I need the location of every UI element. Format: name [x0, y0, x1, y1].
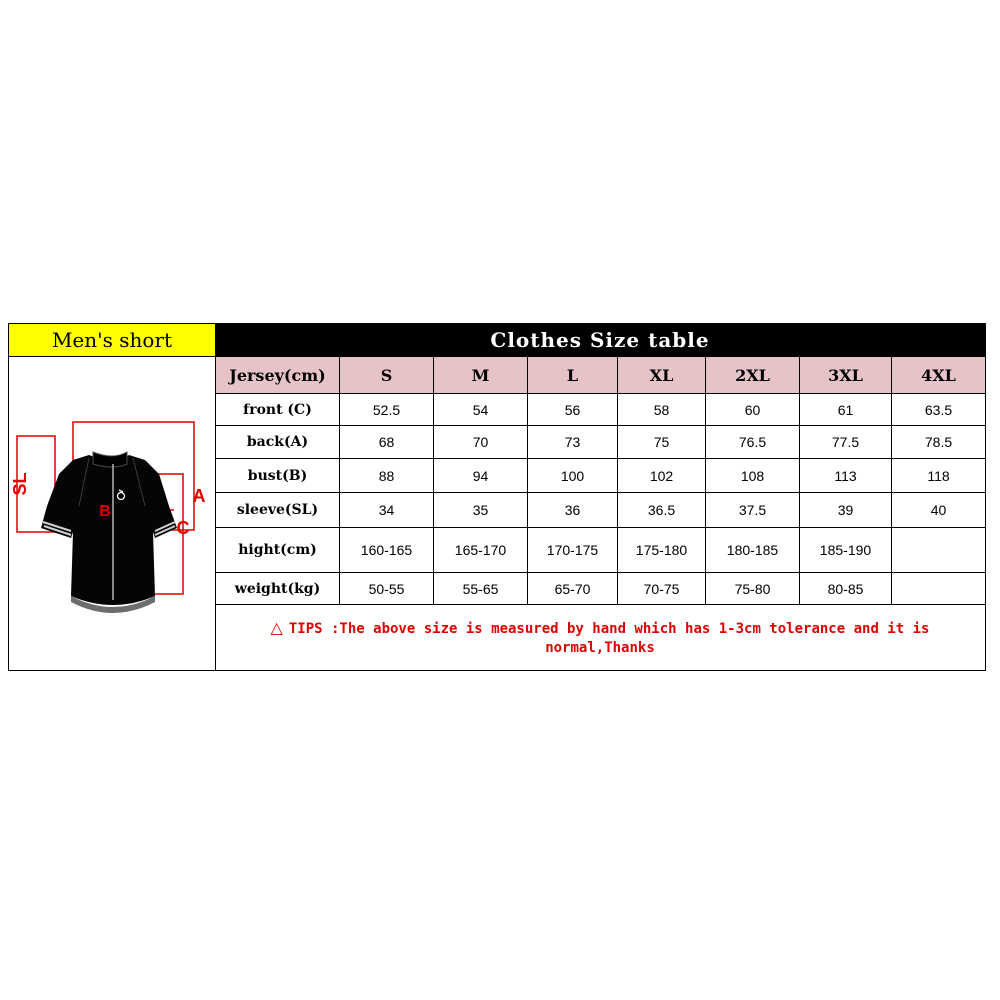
- table-cell: 36: [528, 493, 618, 528]
- size-table-panel: [215, 324, 985, 670]
- table-cell: 88: [340, 459, 434, 493]
- table-cell: 160-165: [340, 528, 434, 573]
- table-cell: 52.5: [340, 394, 434, 426]
- table-cell: 63.5: [892, 394, 986, 426]
- table-cell: [892, 573, 986, 605]
- table-cell: 65-70: [528, 573, 618, 605]
- tips-text: TIPS :The above size is measured by hand which has 1-3cm tolerance and it is normal,Thanks: [288, 620, 930, 656]
- table-row: [216, 573, 986, 605]
- table-cell: 165-170: [434, 528, 528, 573]
- table-cell: 100: [528, 459, 618, 493]
- header-cell: 4XL: [892, 357, 986, 394]
- table-cell: 54: [434, 394, 528, 426]
- table-cell: 73: [528, 426, 618, 459]
- row-label: hight(cm): [216, 528, 340, 573]
- table-cell: 40: [892, 493, 986, 528]
- table-row: [216, 493, 986, 528]
- row-label: sleeve(SL): [216, 493, 340, 528]
- c-label: C: [176, 518, 190, 538]
- header-cell: S: [340, 357, 434, 394]
- table-cell: 70: [434, 426, 528, 459]
- table-cell: 37.5: [706, 493, 800, 528]
- jersey-diagram: [9, 356, 215, 670]
- jersey-collar: [93, 452, 127, 467]
- table-row: [216, 528, 986, 573]
- table-cell: 56: [528, 394, 618, 426]
- header-cell: 3XL: [800, 357, 892, 394]
- size-chart: [8, 323, 986, 671]
- size-table: [215, 356, 986, 605]
- table-cell: 50-55: [340, 573, 434, 605]
- row-label: weight(kg): [216, 573, 340, 605]
- row-label: bust(B): [216, 459, 340, 493]
- table-cell: [892, 528, 986, 573]
- row-label: front (C): [216, 394, 340, 426]
- table-row: [216, 426, 986, 459]
- table-cell: 34: [340, 493, 434, 528]
- table-row: [216, 459, 986, 493]
- table-title: Clothes Size table: [215, 324, 985, 356]
- table-cell: 76.5: [706, 426, 800, 459]
- jersey-illustration: [9, 356, 215, 670]
- table-cell: 55-65: [434, 573, 528, 605]
- table-cell: 39: [800, 493, 892, 528]
- table-cell: 68: [340, 426, 434, 459]
- warning-triangle-icon: △: [270, 617, 283, 637]
- header-cell: 2XL: [706, 357, 800, 394]
- table-cell: 80-85: [800, 573, 892, 605]
- table-cell: 61: [800, 394, 892, 426]
- table-cell: 60: [706, 394, 800, 426]
- b-label: B: [99, 503, 111, 520]
- header-cell: XL: [618, 357, 706, 394]
- table-header-row: [216, 357, 986, 394]
- header-cell: M: [434, 357, 528, 394]
- table-cell: 94: [434, 459, 528, 493]
- table-cell: 70-75: [618, 573, 706, 605]
- row-label: back(A): [216, 426, 340, 459]
- header-cell: Jersey(cm): [216, 357, 340, 394]
- table-cell: 102: [618, 459, 706, 493]
- table-cell: 75: [618, 426, 706, 459]
- jersey-panel: [9, 324, 216, 670]
- table-cell: 175-180: [618, 528, 706, 573]
- table-cell: 78.5: [892, 426, 986, 459]
- table-cell: 75-80: [706, 573, 800, 605]
- header-cell: L: [528, 357, 618, 394]
- tips-note: [215, 605, 985, 670]
- table-cell: 35: [434, 493, 528, 528]
- category-title: Men's short: [9, 324, 215, 357]
- table-cell: 108: [706, 459, 800, 493]
- table-cell: 170-175: [528, 528, 618, 573]
- table-cell: 77.5: [800, 426, 892, 459]
- table-cell: 58: [618, 394, 706, 426]
- table-cell: 36.5: [618, 493, 706, 528]
- sl-label: SL: [10, 472, 30, 496]
- a-label: A: [192, 486, 206, 506]
- table-cell: 113: [800, 459, 892, 493]
- table-cell: 185-190: [800, 528, 892, 573]
- table-cell: 118: [892, 459, 986, 493]
- table-cell: 180-185: [706, 528, 800, 573]
- table-row: [216, 394, 986, 426]
